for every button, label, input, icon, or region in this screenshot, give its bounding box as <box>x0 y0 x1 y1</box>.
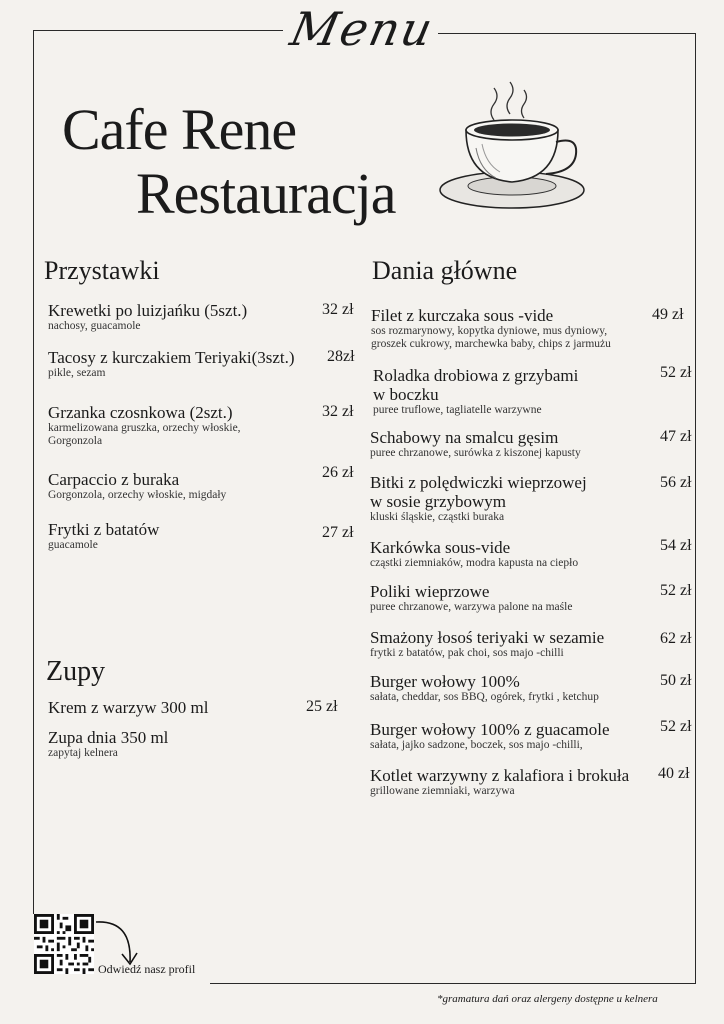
item-price: 32 zł <box>322 301 354 318</box>
item-name: Schabowy na smalcu gęsim <box>370 428 559 447</box>
menu-item <box>371 306 671 351</box>
item-description: cząstki ziemniaków, modra kapusta na ciepło <box>370 557 579 569</box>
item-price: 56 zł <box>660 474 692 491</box>
item-description-line2: groszek cukrowy, marchewka baby, chips z jarmużu <box>371 338 611 350</box>
section-title-soups: Zupy <box>46 656 106 687</box>
menu-item <box>370 473 640 524</box>
menu-item <box>48 470 308 502</box>
item-name: Carpaccio z buraka <box>48 470 180 489</box>
item-name: Poliki wieprzowe <box>370 582 490 601</box>
menu-item <box>48 301 308 333</box>
item-description-line2: Gorgonzola <box>48 435 103 447</box>
item-price: 25 zł <box>306 698 338 715</box>
item-description: Gorgonzola, orzechy włoskie, migdały <box>48 489 227 501</box>
menu-item <box>48 728 288 760</box>
item-description: frytki z batatów, pak choi, sos majo -chilli <box>370 647 564 659</box>
item-price: 50 zł <box>660 672 692 689</box>
frame-bottom <box>210 983 696 984</box>
item-description: puree chrzanowe, surówka z kiszonej kapusty <box>370 447 581 459</box>
item-description: karmelizowana gruszka, orzechy włoskie, <box>48 422 241 434</box>
item-price: 40 zł <box>658 765 690 782</box>
item-price: 26 zł <box>322 464 354 481</box>
item-description: pikle, sezam <box>48 367 106 379</box>
item-description: sos rozmarynowy, kopytka dyniowe, mus dyniowy, <box>371 325 608 337</box>
menu-item <box>48 348 328 380</box>
frame-top-right <box>438 33 696 34</box>
item-description: sałata, cheddar, sos BBQ, ogórek, frytki , ketchup <box>370 691 599 703</box>
item-price: 52 zł <box>660 582 692 599</box>
item-price: 47 zł <box>660 428 692 445</box>
section-title-mains: Dania główne <box>372 256 518 285</box>
allergen-footnote: *gramatura dań oraz alergeny dostępne u kelnera <box>437 993 658 1005</box>
frame-top-left <box>33 30 283 31</box>
item-price: 62 zł <box>660 630 692 647</box>
item-name-line2: w boczku <box>373 385 439 404</box>
item-name: Krem z warzyw 300 ml <box>48 698 209 717</box>
script-menu-title: Menu <box>285 2 440 56</box>
item-name: Frytki z batatów <box>48 520 160 539</box>
menu-item <box>370 766 660 798</box>
item-price: 52 zł <box>660 364 692 381</box>
qr-code[interactable] <box>34 914 94 974</box>
item-name: Filet z kurczaka sous -vide <box>371 306 554 325</box>
item-price: 49 zł <box>652 306 684 323</box>
menu-item <box>370 582 650 614</box>
item-description: kluski śląskie, cząstki buraka <box>370 511 505 523</box>
item-name: Bitki z polędwiczki wieprzowej <box>370 473 587 492</box>
item-name: Burger wołowy 100% <box>370 672 520 691</box>
item-price: 52 zł <box>660 718 692 735</box>
menu-item <box>373 366 633 417</box>
qr-caption: Odwiedź nasz profil <box>98 962 196 976</box>
item-name: Kotlet warzywny z kalafiora i brokuła <box>370 766 630 785</box>
item-description: guacamole <box>48 539 98 551</box>
item-name: Zupa dnia 350 ml <box>48 728 169 747</box>
item-description: nachosy, guacamole <box>48 320 141 332</box>
menu-item <box>48 520 308 552</box>
coffee-cup-icon <box>432 78 592 218</box>
item-name: Smażony łosoś teriyaki w sezamie <box>370 628 605 647</box>
restaurant-name: Cafe Rene <box>62 97 297 162</box>
item-description: sałata, jajko sadzone, boczek, sos majo -chilli, <box>370 739 583 751</box>
menu-item <box>370 628 660 660</box>
item-price: 54 zł <box>660 537 692 554</box>
item-description: zapytaj kelnera <box>48 747 118 759</box>
menu-item <box>370 720 660 752</box>
item-name: Karkówka sous-vide <box>370 538 511 557</box>
item-description: puree chrzanowe, warzywa palone na maśle <box>370 601 573 613</box>
item-price: 28zł <box>327 348 355 365</box>
item-name: Grzanka czosnkowa (2szt.) <box>48 403 233 422</box>
item-name: Roladka drobiowa z grzybami <box>373 366 579 385</box>
menu-item <box>370 538 650 570</box>
menu-item <box>370 428 650 460</box>
item-name-line2: w sosie grzybowym <box>370 492 506 511</box>
item-price: 27 zł <box>322 524 354 541</box>
item-name: Burger wołowy 100% z guacamole <box>370 720 610 739</box>
frame-right <box>695 33 696 983</box>
menu-item <box>48 698 288 717</box>
item-name: Krewetki po luizjańku (5szt.) <box>48 301 248 320</box>
item-name: Tacosy z kurczakiem Teriyaki(3szt.) <box>48 348 295 367</box>
item-description: grillowane ziemniaki, warzywa <box>370 785 515 797</box>
restaurant-subtitle: Restauracja <box>136 161 396 226</box>
menu-item <box>48 403 308 448</box>
item-price: 32 zł <box>322 403 354 420</box>
section-title-starters: Przystawki <box>44 256 160 285</box>
item-description: puree truflowe, tagliatelle warzywne <box>373 404 542 416</box>
menu-item <box>370 672 660 704</box>
frame-left <box>33 30 34 914</box>
